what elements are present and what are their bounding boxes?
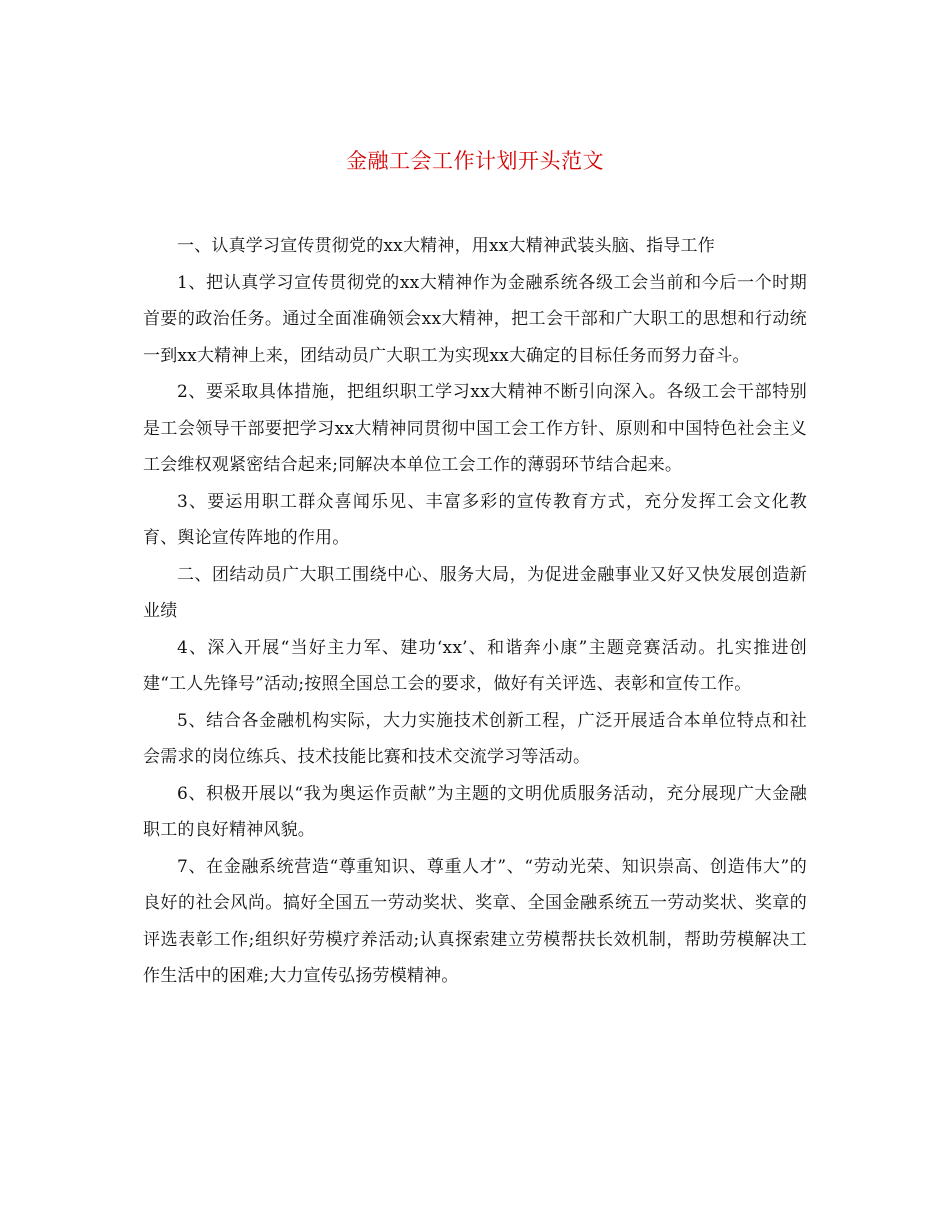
document-body bbox=[143, 228, 807, 995]
section-heading-2: 二、团结动员广大职工围绕中心、服务大局，为促进金融事业又好又快发展创造新业绩 bbox=[143, 564, 807, 621]
paragraph-5: 5、结合各金融机构实际，大力实施技术创新工程，广泛开展适合本单位特点和社会需求的岗位练兵、技术技能比赛和技术交流学习等活动。 bbox=[143, 710, 807, 767]
paragraph-6: 6、积极开展以“我为奥运作贡献”为主题的文明优质服务活动，充分展现广大金融职工的良好精神风貌。 bbox=[143, 783, 807, 840]
section-heading-1: 一、认真学习宣传贯彻党的xx大精神，用xx大精神武装头脑、指导工作 bbox=[177, 236, 715, 256]
paragraph-3: 3、要运用职工群众喜闻乐见、丰富多彩的宣传教育方式，充分发挥工会文化教育、舆论宣传阵地的作用。 bbox=[143, 491, 807, 548]
document-title: 金融工会工作计划开头范文 bbox=[346, 149, 604, 173]
paragraph-7: 7、在金融系统营造“尊重知识、尊重人才”、“劳动光荣、知识崇高、创造伟大”的良好的社会风尚。搞好全国五一劳动奖状、奖章、全国金融系统五一劳动奖状、奖章的评选表彰工作;组织好劳模疗养活动;认真探索建立劳模帮扶长效机制，帮助劳模解决工作生活中的困难;大力宣传弘扬劳模精神。 bbox=[143, 856, 807, 986]
paragraph-2: 2、要采取具体措施，把组织职工学习xx大精神不断引向深入。各级工会干部特别是工会领导干部要把学习xx大精神同贯彻中国工会工作方针、原则和中国特色社会主义工会维权观紧密结合起来;同解决本单位工会工作的薄弱环节结合起来。 bbox=[143, 382, 807, 475]
paragraph-4: 4、深入开展“当好主力军、建功‘xx’、和谐奔小康”主题竞赛活动。扎实推进创建“工人先锋号”活动;按照全国总工会的要求，做好有关评选、表彰和宣传工作。 bbox=[143, 637, 807, 694]
paragraph-1: 1、把认真学习宣传贯彻党的xx大精神作为金融系统各级工会当前和今后一个时期首要的政治任务。通过全面准确领会xx大精神，把工会干部和广大职工的思想和行动统一到xx大精神上来，团结动员广大职工为实现xx大确定的目标任务而努力奋斗。 bbox=[143, 272, 807, 366]
